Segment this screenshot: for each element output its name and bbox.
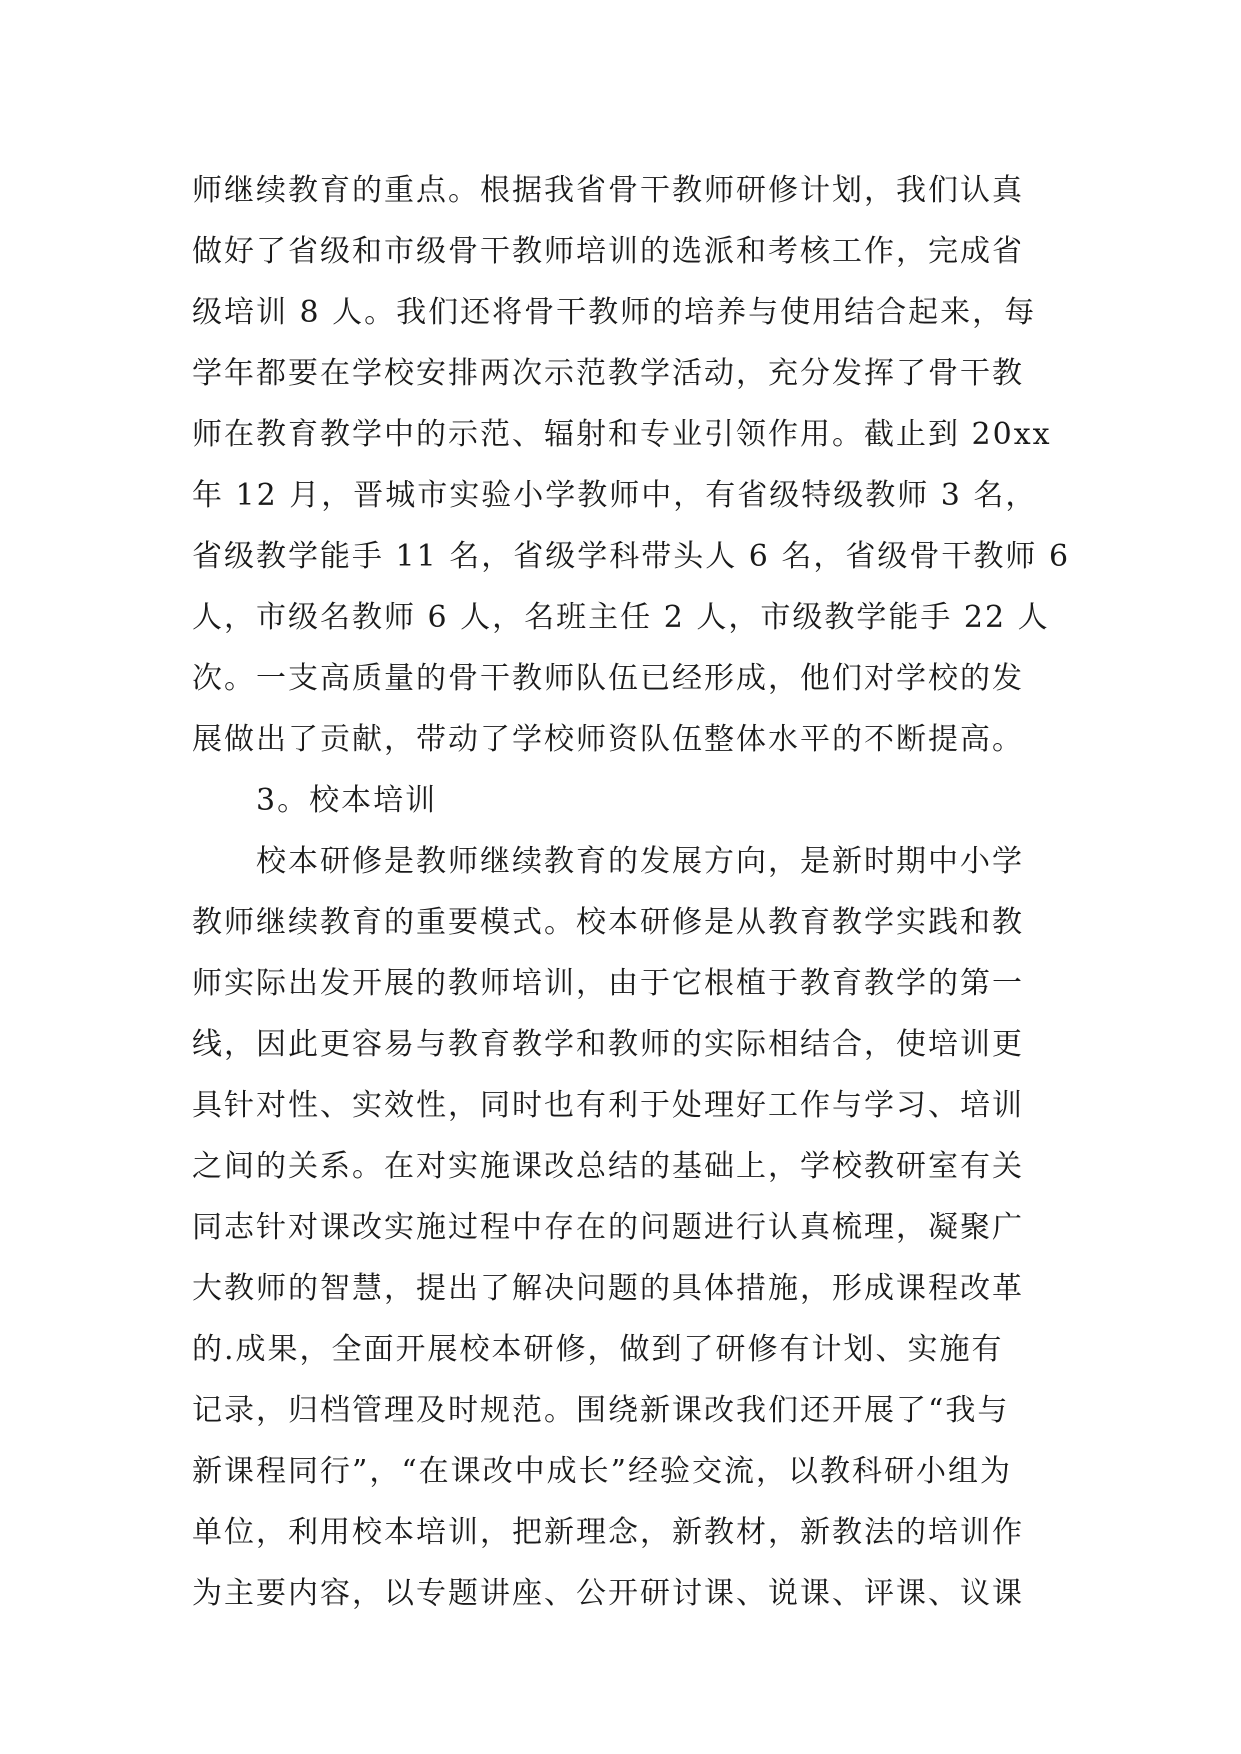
text-line: 大教师的智慧，提出了解决问题的具体措施，形成课程改革 bbox=[192, 1271, 1024, 1306]
text-line: 新课程同行”，“在课改中成长”经验交流，以教科研小组为 bbox=[192, 1454, 1013, 1489]
text-line: 教师继续教育的重要模式。校本研修是从教育教学实践和教 bbox=[192, 905, 1024, 940]
text-line: 具针对性、实效性，同时也有利于处理好工作与学习、培训 bbox=[192, 1088, 1024, 1123]
text-line: 级培训 8 人。我们还将骨干教师的培养与使用结合起来，每 bbox=[192, 295, 1037, 330]
text-line: 师实际出发开展的教师培训，由于它根植于教育教学的第一 bbox=[192, 966, 1024, 1001]
text-line: 同志针对课改实施过程中存在的问题进行认真梳理，凝聚广 bbox=[192, 1210, 1024, 1245]
section-heading: 3。校本培训 bbox=[256, 783, 438, 818]
text-line: 记录，归档管理及时规范。围绕新课改我们还开展了“我与 bbox=[192, 1393, 1010, 1428]
text-line: 做好了省级和市级骨干教师培训的选派和考核工作，完成省 bbox=[192, 234, 1024, 269]
text-line: 省级教学能手 11 名，省级学科带头人 6 名，省级骨干教师 6 bbox=[192, 539, 1071, 574]
text-line: 年 12 月，晋城市实验小学教师中，有省级特级教师 3 名， bbox=[192, 478, 1038, 513]
text-line: 师继续教育的重点。根据我省骨干教师研修计划，我们认真 bbox=[192, 173, 1024, 208]
text-line: 展做出了贡献，带动了学校师资队伍整体水平的不断提高。 bbox=[192, 722, 1024, 757]
text-line: 次。一支高质量的骨干教师队伍已经形成，他们对学校的发 bbox=[192, 661, 1024, 696]
text-line: 单位，利用校本培训，把新理念，新教材，新教法的培训作 bbox=[192, 1515, 1024, 1550]
text-line: 学年都要在学校安排两次示范教学活动，充分发挥了骨干教 bbox=[192, 356, 1024, 391]
text-line: 之间的关系。在对实施课改总结的基础上，学校教研室有关 bbox=[192, 1149, 1024, 1184]
text-line: 师在教育教学中的示范、辐射和专业引领作用。截止到 20xx bbox=[192, 417, 1052, 452]
text-line: 人，市级名教师 6 人，名班主任 2 人，市级教学能手 22 人 bbox=[192, 600, 1050, 635]
text-line: 为主要内容，以专题讲座、公开研讨课、说课、评课、议课 bbox=[192, 1576, 1024, 1611]
paragraph-first-line: 校本研修是教师继续教育的发展方向，是新时期中小学 bbox=[256, 844, 1024, 879]
text-line: 线，因此更容易与教育教学和教师的实际相结合，使培训更 bbox=[192, 1027, 1024, 1062]
body-text bbox=[192, 160, 1071, 1624]
text-line: 的.成果，全面开展校本研修，做到了研修有计划、实施有 bbox=[192, 1332, 1004, 1367]
